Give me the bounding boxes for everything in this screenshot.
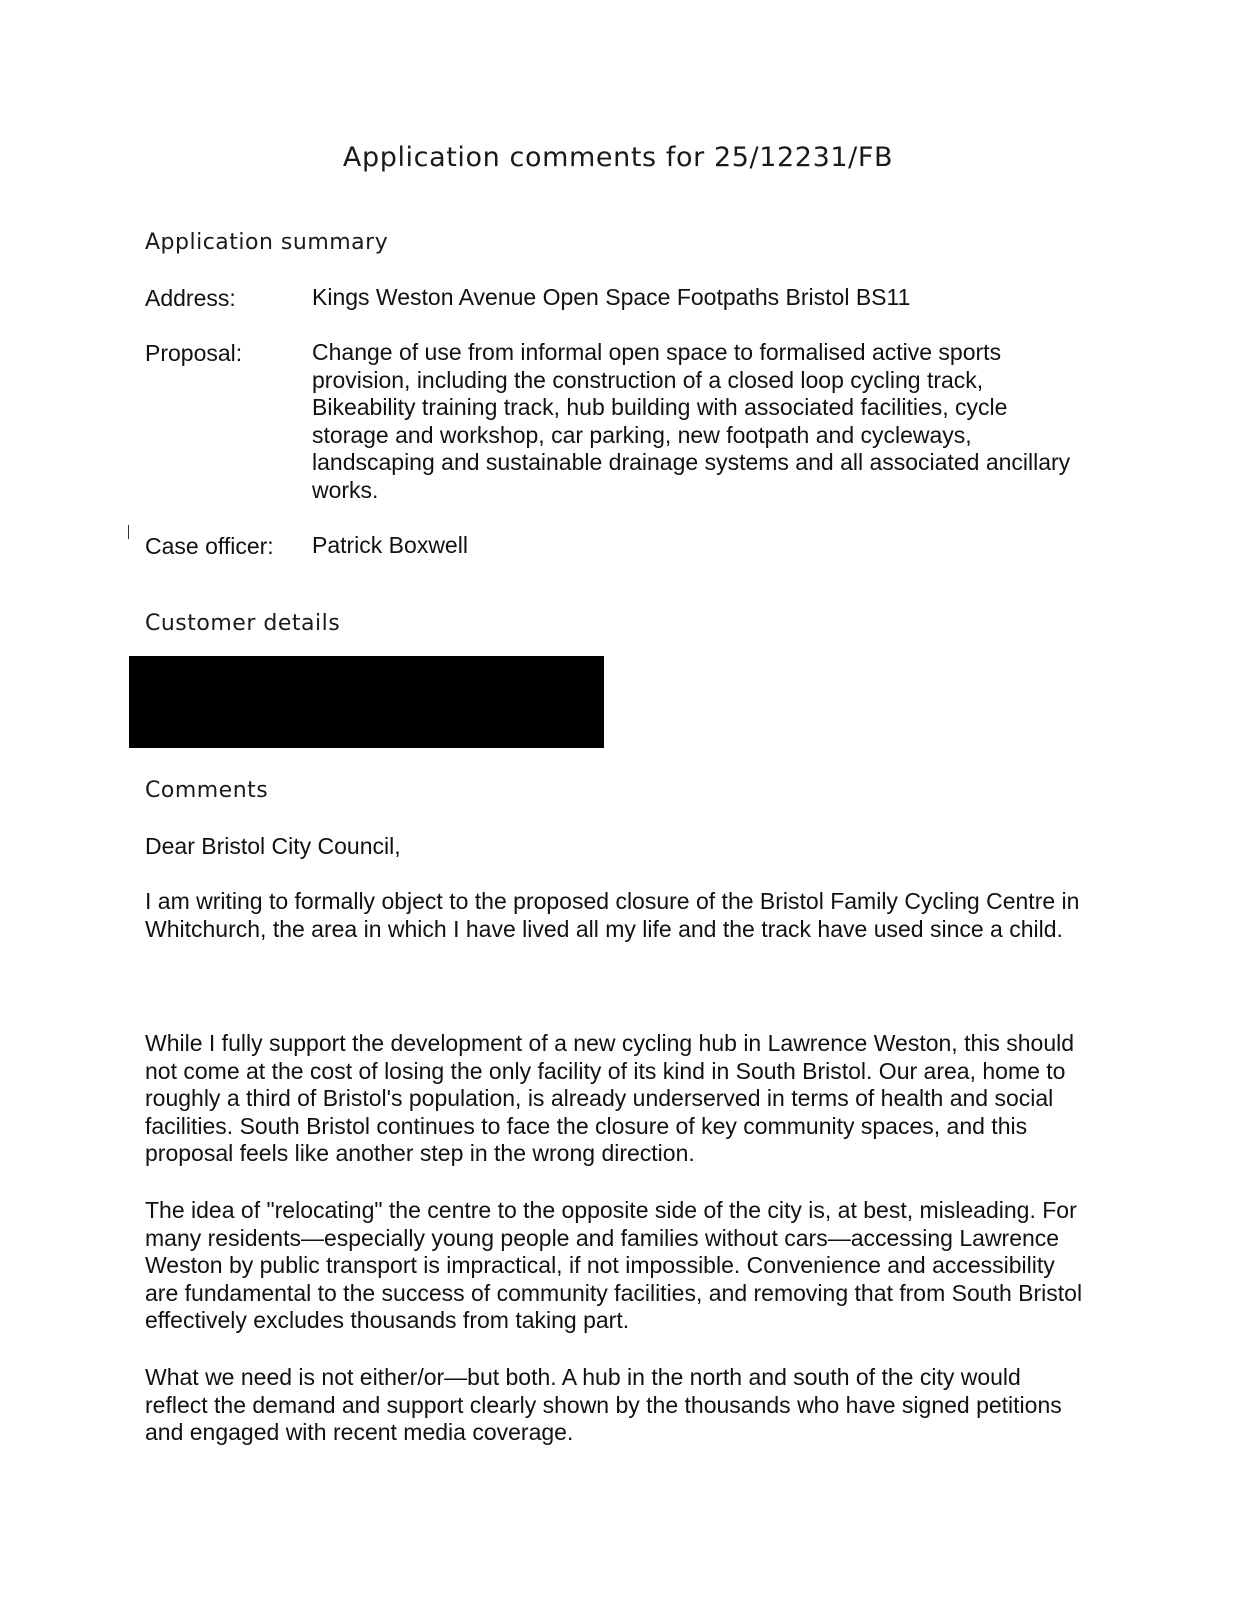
redaction-block (129, 656, 604, 748)
address-label: Address: (145, 285, 236, 311)
address-value: Kings Weston Avenue Open Space Footpaths Bristol BS11 (312, 284, 911, 310)
page-title: Application comments for 25/12231/FB (342, 142, 894, 173)
proposal-label: Proposal: (145, 340, 243, 366)
comment-paragraph-4: What we need is not either/or—but both. A hub in the north and south of the city would reflect the demand and support clearly shown by the thousands who have signed petitions and engaged with recent media coverage. (145, 1364, 1062, 1445)
case-officer-value: Patrick Boxwell (312, 532, 468, 558)
comment-paragraph-3: The idea of "relocating" the centre to the opposite side of the city is, at best, misleading. For many residents—especially young people and families without cars—accessing Lawrence Weston by public transport is impractical, if not impossible. Convenience and accessibility are fundamental to the success of community facilities, and removing that from South Bristol effectively excludes thousands from taking part. (145, 1197, 1083, 1333)
salutation: Dear Bristol City Council, (145, 833, 401, 859)
comment-paragraph-2: While I fully support the development of a new cycling hub in Lawrence Weston, this should not come at the cost of losing the only facility of its kind in South Bristol. Our area, home to roughly a third of Bristol's population, is already underserved in terms of health and social facilities. South Bristol continues to face the closure of key community spaces, and this proposal feels like another step in the wrong direction. (145, 1030, 1075, 1166)
comments-heading: Comments (145, 778, 269, 803)
case-officer-label: Case officer: (145, 533, 274, 559)
margin-mark (128, 525, 129, 539)
application-summary-heading: Application summary (145, 230, 389, 255)
proposal-value: Change of use from informal open space to formalised active sports provision, including the construction of a closed loop cycling track, Bikeability training track, hub building with associated facilities, cycle storage and workshop, car parking, new footpath and cycleways, landscaping and sustainable drainage systems and all associated ancillary works. (312, 339, 1071, 503)
comment-paragraph-1: I am writing to formally object to the proposed closure of the Bristol Family Cycling Centre in Whitchurch, the area in which I have lived all my life and the track have used since a child. (145, 888, 1080, 942)
customer-details-heading: Customer details (145, 611, 341, 636)
